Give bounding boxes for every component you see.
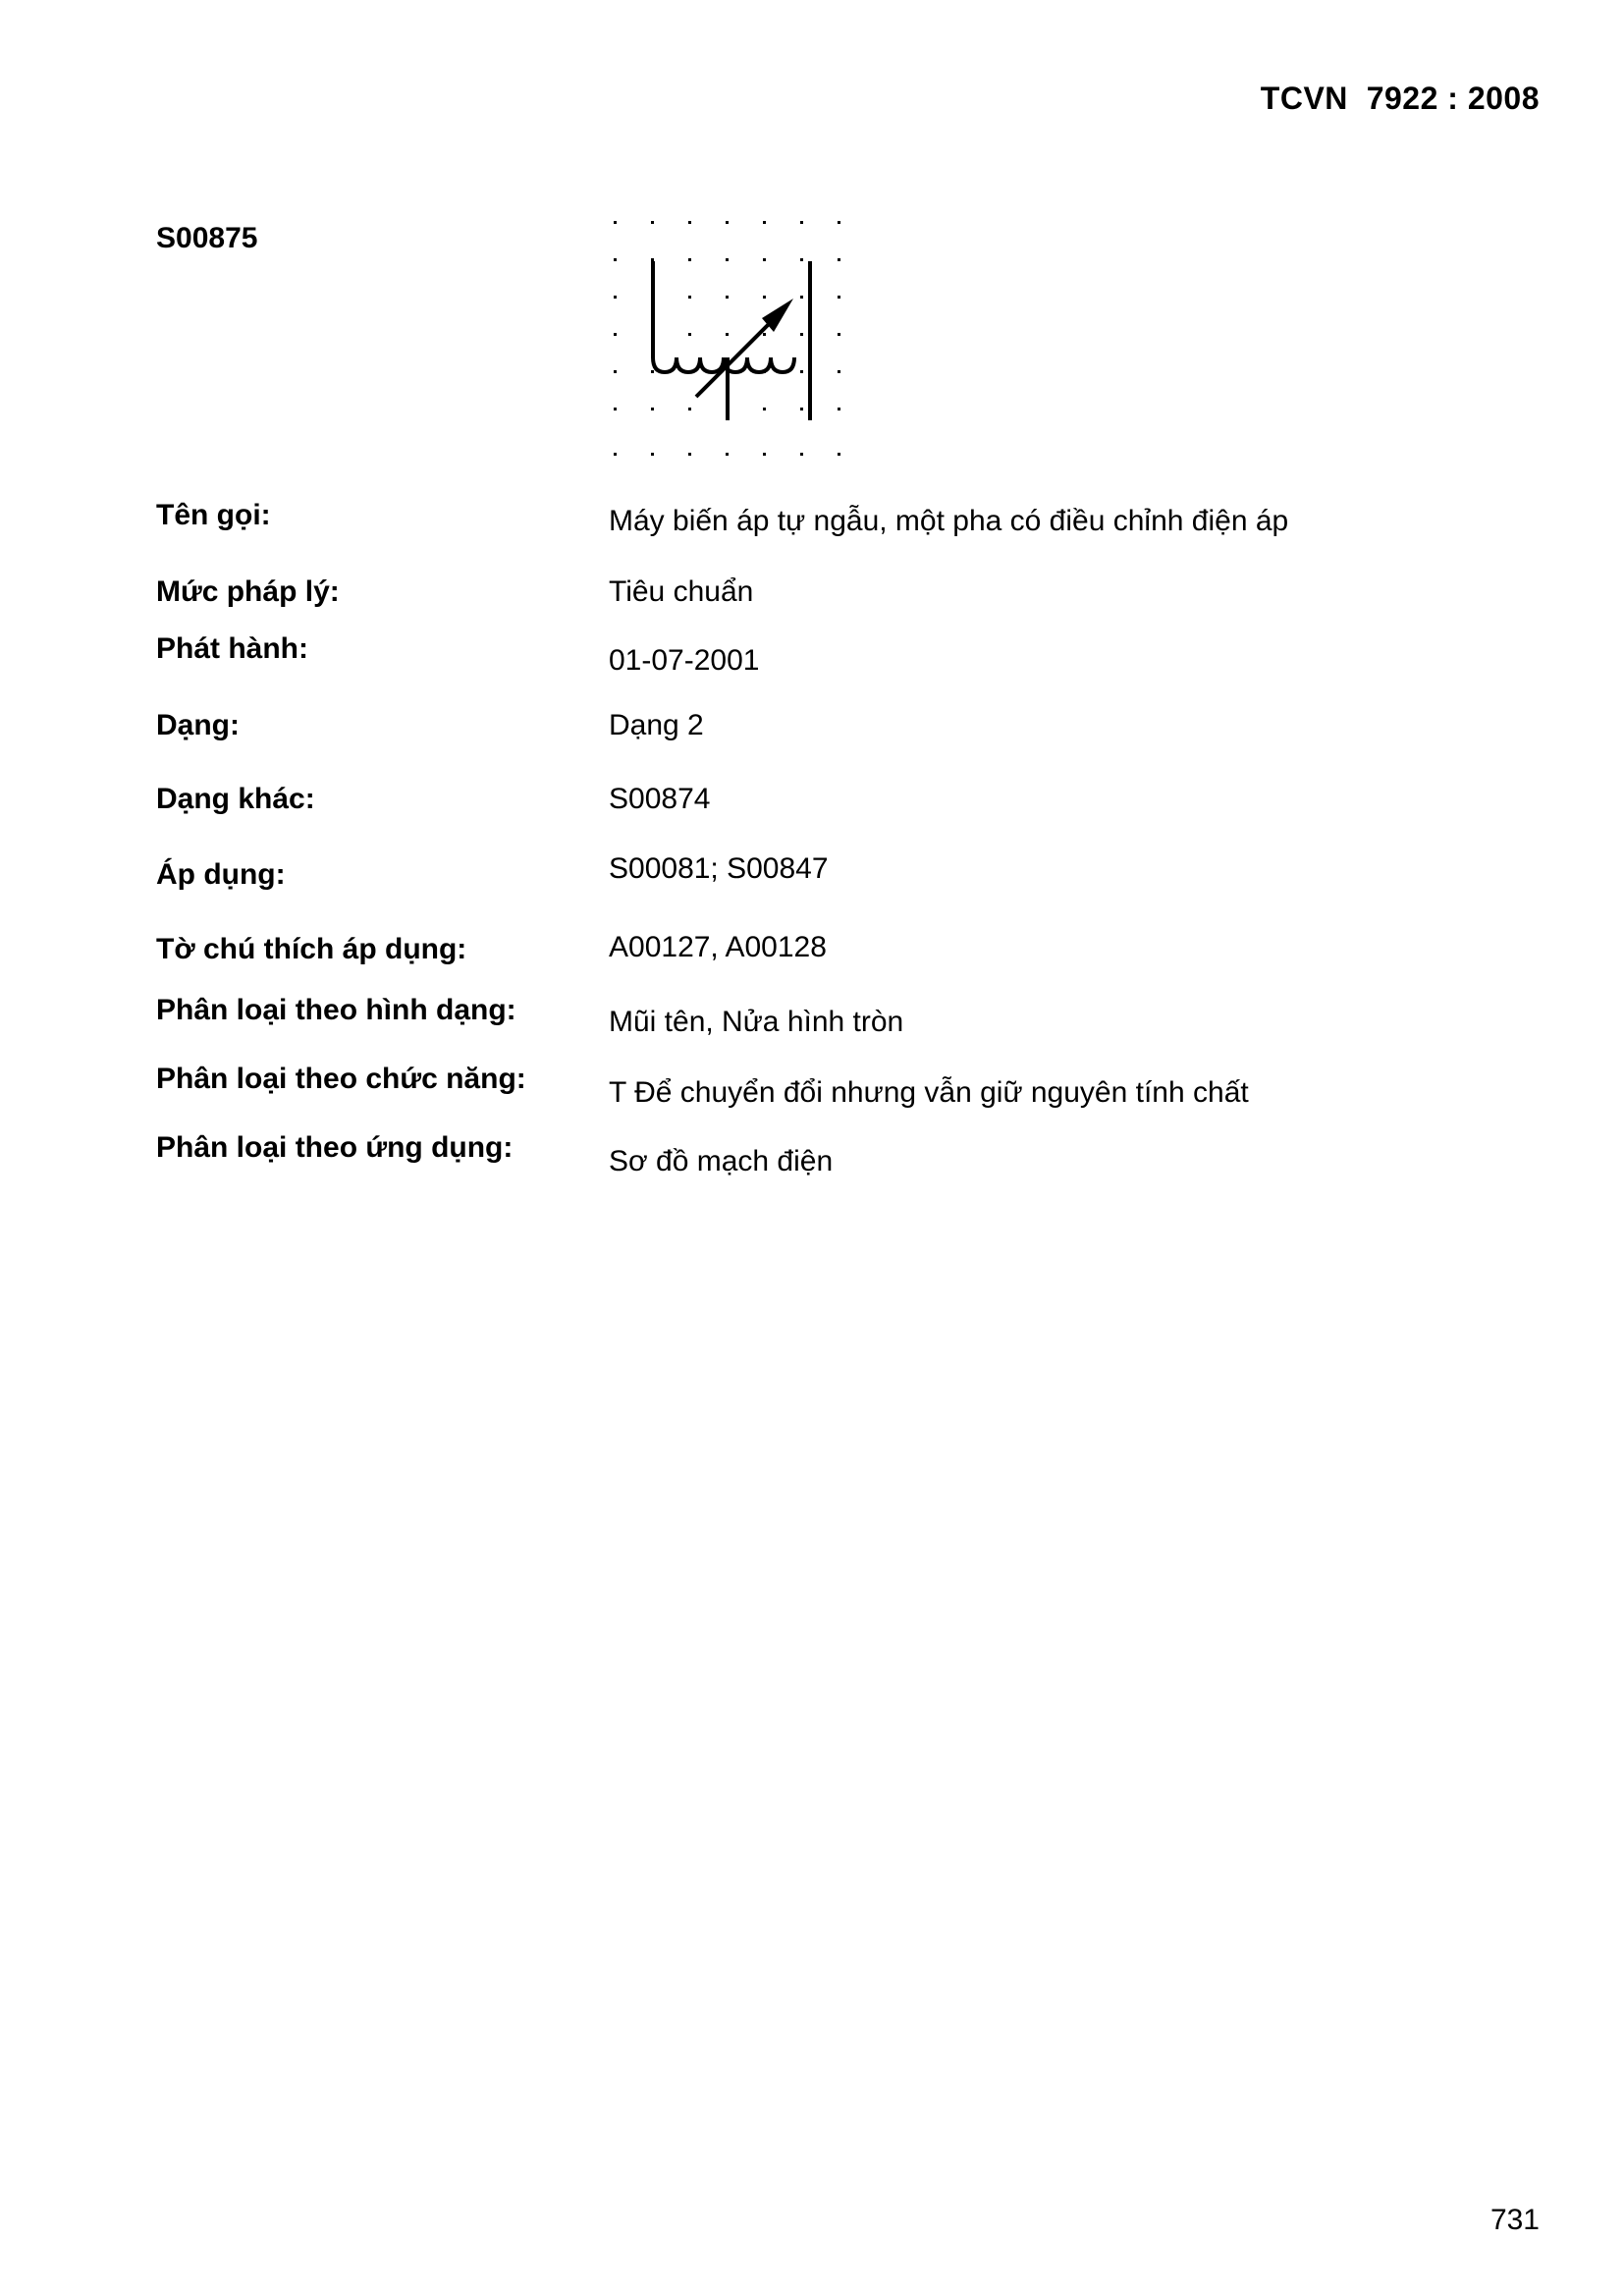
- field-value: Mũi tên, Nửa hình tròn: [609, 1006, 904, 1038]
- grid-dots: [614, 221, 840, 456]
- winding-symbol: [653, 261, 810, 420]
- autotransformer-single-phase-adjustable-icon: [603, 210, 868, 471]
- field-value: Tiêu chuẩn: [609, 575, 754, 608]
- field-label: Tên gọi:: [156, 499, 271, 531]
- field-label: Tờ chú thích áp dụng:: [156, 933, 467, 965]
- standard-code: TCVN 7922 : 2008: [1260, 81, 1540, 116]
- field-value: Dạng 2: [609, 709, 704, 741]
- page-number: 731: [1489, 2204, 1540, 2236]
- field-label: Dạng:: [156, 709, 240, 741]
- field-value: S00874: [609, 783, 711, 815]
- field-value: 01-07-2001: [609, 644, 760, 677]
- field-value: A00127, A00128: [609, 931, 827, 963]
- field-label: Phân loại theo hình dạng:: [156, 994, 516, 1026]
- field-value: T Để chuyển đổi nhưng vẫn giữ nguyên tính chất: [609, 1076, 1249, 1109]
- field-label: Áp dụng:: [156, 858, 286, 891]
- field-label: Phân loại theo chức năng:: [156, 1063, 526, 1095]
- field-label: Phân loại theo ứng dụng:: [156, 1131, 514, 1164]
- field-value: Sơ đồ mạch điện: [609, 1145, 834, 1177]
- symbol-id: S00875: [156, 222, 258, 254]
- field-label: Phát hành:: [156, 632, 308, 665]
- field-value: S00081; S00847: [609, 852, 829, 885]
- field-value: Máy biến áp tự ngẫu, một pha có điều chỉnh điện áp: [609, 505, 1289, 537]
- field-label: Dạng khác:: [156, 783, 315, 815]
- field-label: Mức pháp lý:: [156, 575, 340, 608]
